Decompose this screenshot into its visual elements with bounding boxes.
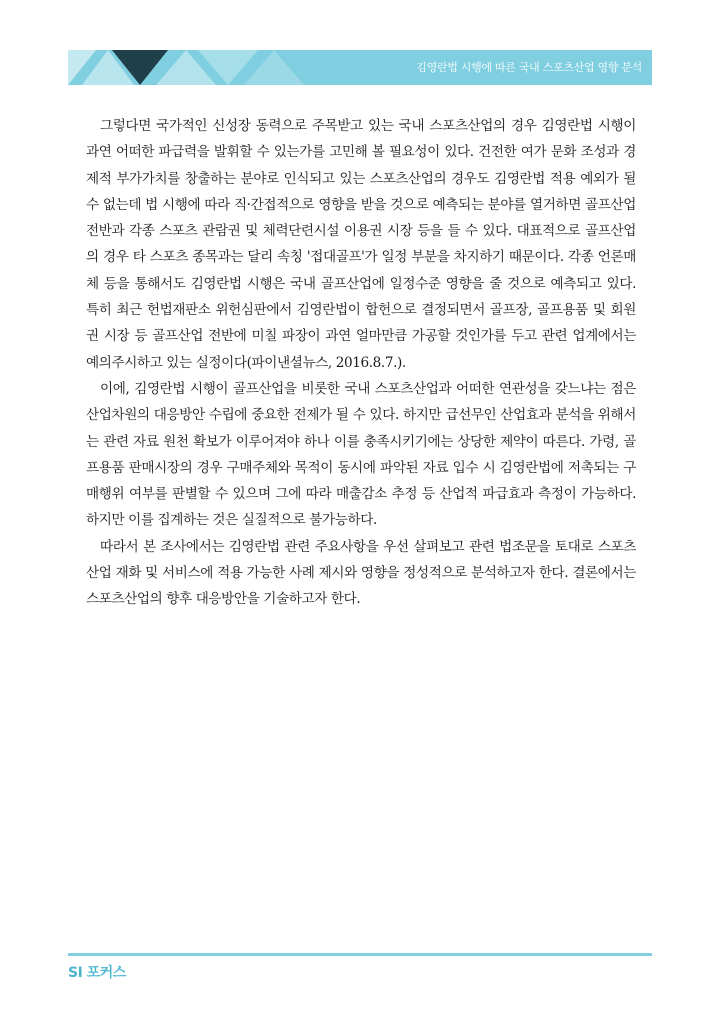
paragraph: 따라서 본 조사에서는 김영란법 관련 주요사항을 우선 살펴보고 관련 법조문을 토대로 스포츠산업 재화 및 서비스에 적용 가능한 사례 제시와 영향을 정성적으로 분석하고자 한다. 결론에서는 스포츠산업의 향후 대응방안을 기술하고자 한다. bbox=[86, 538, 636, 608]
body-text bbox=[86, 113, 636, 613]
header-band bbox=[68, 50, 652, 85]
paragraph: 이에, 김영란법 시행이 골프산업을 비롯한 국내 스포츠산업과 어떠한 연관성을 갖느냐는 점은 산업차원의 대응방안 수립에 중요한 전제가 될 수 있다. 하지만 급선무인 산업효과 분석을 위해서는 관련 자료 원천 확보가 이루어져야 하나 이를 충족시키기에는 상당한 제약이 따른다. 가령, 골프용품 판매시장의 경우 구매주체와 목적이 동시에 파악된 자료 입수 시 김영란법에 저촉되는 구매행위 여부를 판별할 수 있으며 그에 따라 매출감소 추정 등 산업적 파급효과 측정이 가능하다. 하지만 이를 집계하는 것은 실질적으로 불가능하다. bbox=[86, 380, 636, 529]
footer-divider bbox=[68, 953, 652, 956]
running-header-title: 김영란법 시행에 따른 국내 스포츠산업 영향 분석 bbox=[416, 61, 642, 74]
paragraph: 그렇다면 국가적인 신성장 동력으로 주목받고 있는 국내 스포츠산업의 경우 김영란법 시행이 과연 어떠한 파급력을 발휘할 수 있는가를 고민해 볼 필요성이 있다. 건전한 여가 문화 조성과 경제적 부가가치를 창출하는 분야로 인식되고 있는 스포츠산업의 경우도 김영란법 적용 예외가 될 수 없는데 법 시행에 따라 직·간접적으로 영향을 받을 것으로 예측되는 분야를 열거하면 골프산업 전반과 각종 스포츠 관람권 및 체력단련시설 이용권 시장 등을 들 수 있다. 대표적으로 골프산업의 경우 타 스포츠 종목과는 달리 속칭 '접대골프'가 일정 부분을 차지하기 때문이다. 각종 언론매체 등을 통해서도 김영란법 시행은 국내 골프산업에 일정수준 영향을 줄 것으로 예측되고 있다. 특히 최근 헌법재판소 위헌심판에서 김영란법이 합헌으로 결정되면서 골프장, 골프용품 및 회원권 시장 등 골프산업 전반에 미칠 파장이 과연 얼마만큼 가공할 것인가를 두고 관련 업계에서는 예의주시하고 있는 실정이다(파이낸셜뉴스, 2016.8.7.). bbox=[86, 118, 636, 371]
footer-logo: SI 포커스 bbox=[68, 965, 126, 981]
